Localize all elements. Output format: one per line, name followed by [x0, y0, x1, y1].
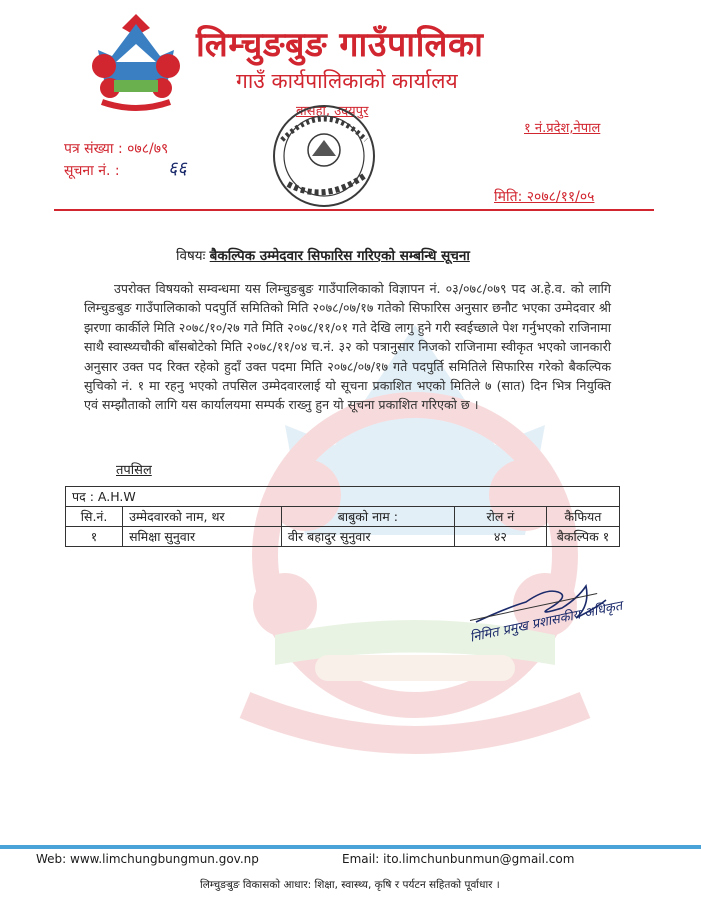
office-stamp-icon [268, 100, 380, 212]
footer-tagline: लिम्चुङबुङ विकासको आधार: शिक्षा, स्वास्थ्य, कृषि र पर्यटन सहितको पूर्वाधार । [200, 879, 500, 891]
province: १ नं.प्रदेश,नेपाल [524, 121, 601, 136]
footer-email: Email: ito.limchunbunmun@gmail.com [342, 852, 575, 866]
cell-candidate-name: समिक्षा सुनुवार [123, 527, 282, 547]
cell-father-name: वीर बहादुर सुनुवार [281, 527, 454, 547]
subject-text: बैकल्पिक उम्मेदवार सिफारिस गरिएको सम्बन्धि सूचना [209, 248, 470, 264]
subject-label: विषयः [176, 248, 206, 264]
nepal-government-emblem-icon [88, 10, 184, 114]
tapasil-heading: तपसिल [116, 463, 152, 478]
header-candidate-name: उम्मेदवारको नाम, थर [123, 507, 282, 527]
post-cell: पद : A.H.W [66, 487, 620, 507]
org-name: लिम्चुङबुङ गाउँपालिका [196, 25, 484, 65]
cell-remarks: बैकल्पिक १ [546, 527, 619, 547]
suchana-number: ६६ [168, 158, 187, 179]
cell-roll-no: ४२ [454, 527, 546, 547]
office-name: गाउँ कार्यपालिकाको कार्यालय [236, 69, 458, 93]
office-address: बासहा, उदयपुर [296, 104, 369, 119]
notice-body: उपरोक्त विषयको सम्वन्धमा यस लिम्चुङबुङ गाउँपालिकाको विज्ञापन नं. ०३/०७८/०७९ पद अ.हे.व. को लागि लिम्चुङबुङ गाउँपालिकाको पदपुर्ति समितिको मिति २०७८/०७/१७ गतेको सिफारिस अनुसार छनौट भएका उम्मेदवार श्री झरणा कार्कीले मिति २०७८/१०/२७ गते मिति २०७८/११/०१ गते देखि लागु हुने गरी स्वईच्छाले पेश गर्नुभएको राजिनामा साथै स्वास्थ्यचौकी बाँसबोटेको मिति २०७८/११/०४ च.नं. ३२ को पत्रानुसार निजको राजिनामा स्वीकृत भएको जानकारी अनुसार उक्त पद रिक्त रहेको हुदाँ उक्त पदमा मिति २०७८/०७/१७ गते पदपुर्ति समितिले सिफारिस गरेको बैकल्पिक सुचिको नं. १ मा रहनु भएको तपसिल उम्मेदवारलाई यो सूचना प्रकाशित भएको मितिले ७ (सात) दिन भित्र नियुक्ति एवं सम्झौताको लागि यस कार्यालयमा सम्पर्क राख्नु हुन यो सूचना प्रकाशित गरिएको छ । [84, 281, 611, 413]
header-roll-no: रोल नं [454, 507, 546, 527]
table-header-row [66, 507, 620, 527]
subject-line [176, 246, 470, 264]
footer-website: Web: www.limchungbungmun.gov.np [36, 852, 259, 866]
header-divider [54, 209, 654, 211]
header-sn: सि.नं. [66, 507, 123, 527]
table-row [66, 527, 620, 547]
candidate-table [65, 486, 620, 547]
header-father-name: बाबुको नाम : [281, 507, 454, 527]
suchana-label: सूचना नं. : [64, 163, 120, 179]
footer-divider [0, 845, 701, 849]
patra-sankhya: पत्र संख्या : ०७८/७९ [64, 141, 169, 157]
letter-date: मिति: २०७८/११/०५ [494, 189, 595, 205]
signatory-title: निमित प्रमुख प्रशासकीय अधिकृत [468, 598, 624, 646]
cell-sn: १ [66, 527, 123, 547]
table-post-row [66, 487, 620, 507]
header-remarks: कैफियत [546, 507, 619, 527]
